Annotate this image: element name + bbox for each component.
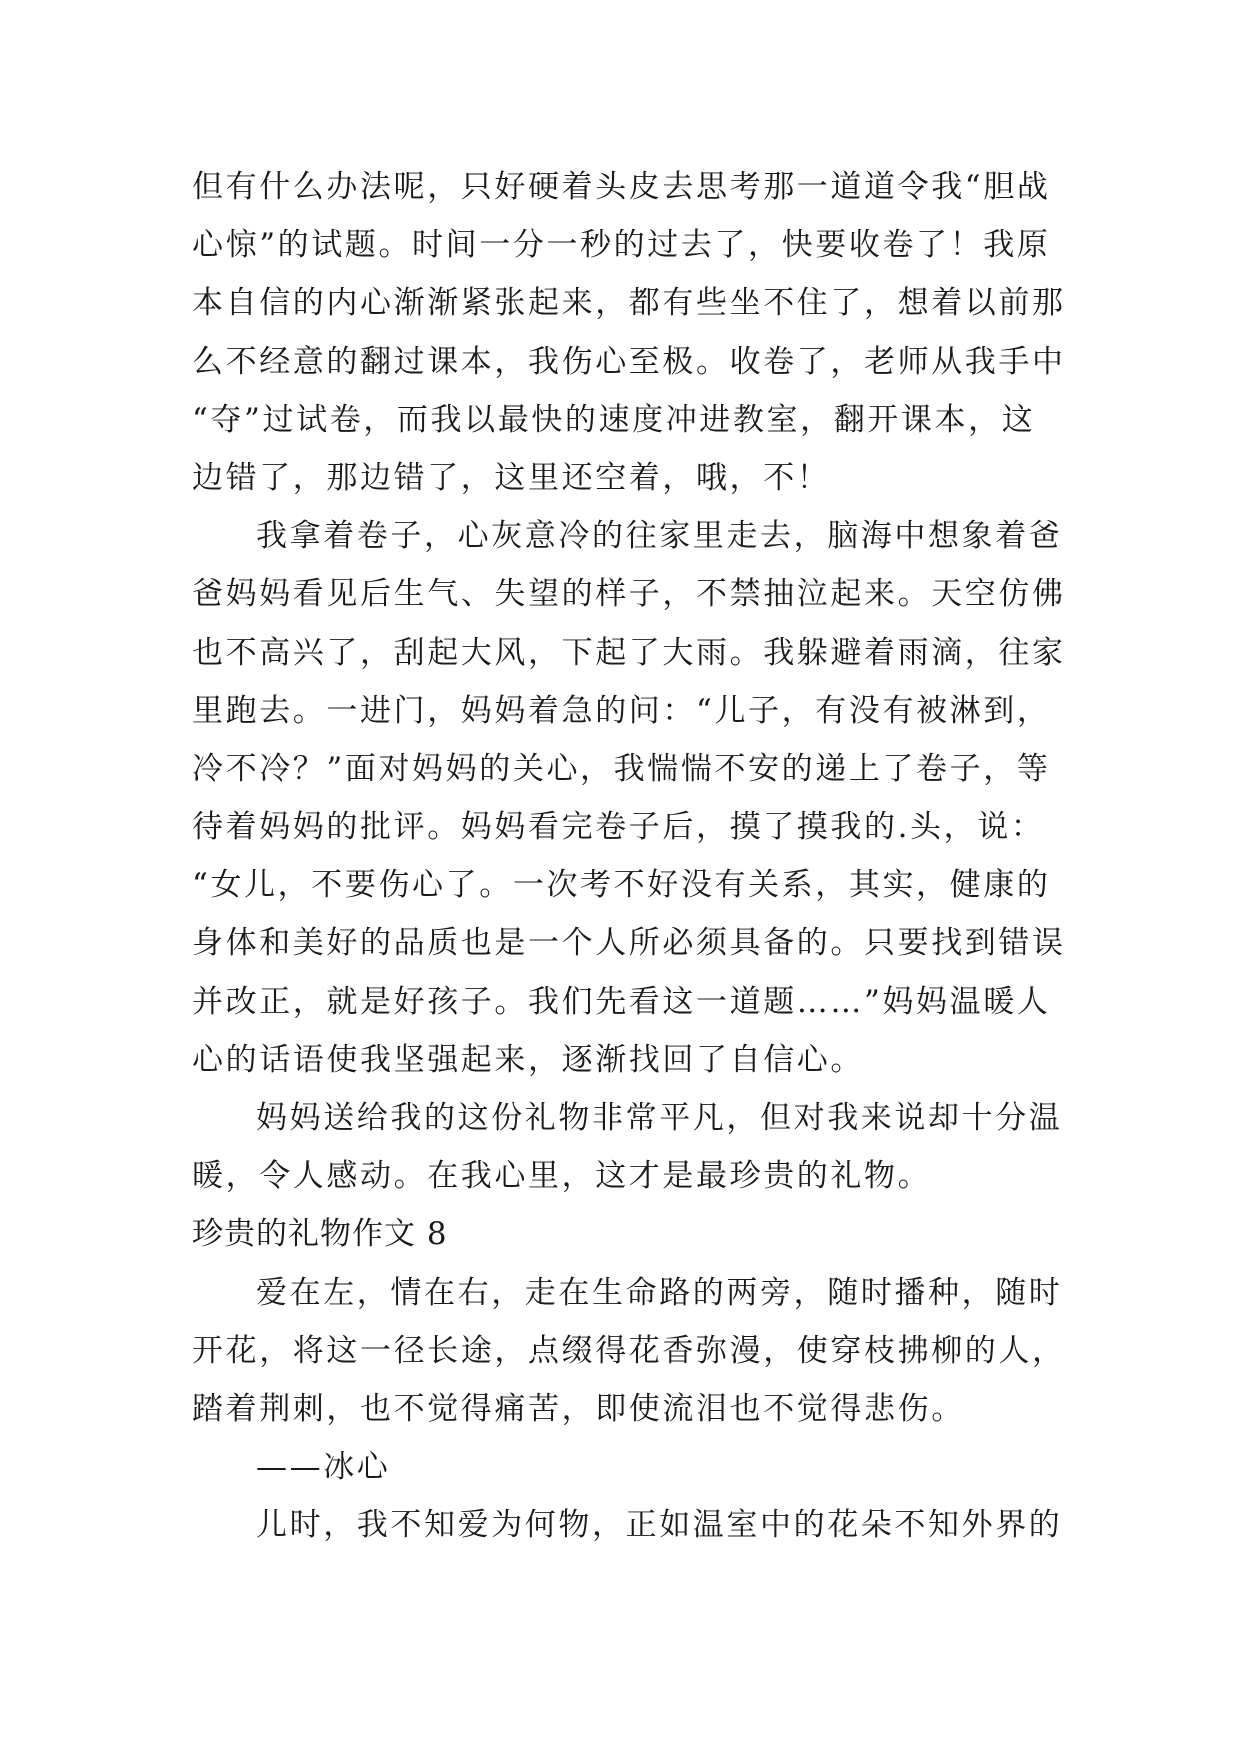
text-line: 但有什么办法呢，只好硬着头皮去思考那一道道令我“胆战 [192, 169, 1051, 205]
text-line: “女儿，不要伤心了。一次考不好没有关系，其实，健康的 [192, 867, 1051, 904]
text-line: 么不经意的翻过课本，我伤心至极。收卷了，老师从我手中 [192, 343, 1066, 380]
text-line: 边错了，那边错了，这里还空着，哦，不！ [192, 459, 831, 496]
text-line: 身体和美好的品质也是一个人所必须具备的。只要找到错误 [192, 925, 1066, 962]
text-line: 也不高兴了，刮起大风，下起了大雨。我躲避着雨滴，往家 [192, 634, 1066, 671]
text-line: 并改正，就是好孩子。我们先看这一道题……”妈妈温暖人 [192, 983, 1051, 1020]
text-line: 爸妈妈看见后生气、失望的样子，不禁抽泣起来。天空仿佛 [192, 576, 1066, 613]
paragraph-start-line: 妈妈送给我的这份礼物非常平凡，但对我来说却十分温 [256, 1100, 1063, 1136]
text-line: 心的话语使我坚强起来，逐渐找回了自信心。 [192, 1041, 864, 1078]
text-line: 里跑去。一进门，妈妈着急的问：“儿子，有没有被淋到， [192, 692, 1051, 729]
text-line: “夺”过试卷，而我以最快的速度冲进教室，翻开课本，这 [192, 401, 1036, 438]
essay-body [192, 158, 1066, 1555]
paragraph-start-line: 爱在左，情在右，走在生命路的两旁，随时播种，随时 [256, 1274, 1063, 1311]
text-line: 心惊”的试题。时间一分一秒的过去了，快要收卷了！我原 [192, 227, 1051, 264]
paragraph-start-line: 我拿着卷子，心灰意冷的往家里走去，脑海中想象着爸 [256, 518, 1063, 555]
text-line: 暖，令人感动。在我心里，这才是最珍贵的礼物。 [192, 1158, 932, 1195]
text-line: 开花，将这一径长途，点缀得花香弥漫，使穿枝拂柳的人， [192, 1332, 1066, 1369]
quote-attribution: ——冰心 [256, 1449, 391, 1486]
section-heading: 珍贵的礼物作文 8 [192, 1216, 448, 1253]
text-line: 冷不冷？”面对妈妈的关心，我惴惴不安的递上了卷子，等 [192, 750, 1051, 787]
text-line: 待着妈妈的批评。妈妈看完卷子后，摸了摸我的.头，说： [192, 809, 1045, 846]
text-line: 踏着荆刺，也不觉得痛苦，即使流泪也不觉得悲伤。 [192, 1390, 965, 1427]
text-line: 本自信的内心渐渐紧张起来，都有些坐不住了，想着以前那 [192, 285, 1066, 322]
paragraph-start-line: 儿时，我不知爱为何物，正如温室中的花朵不知外界的 [256, 1507, 1063, 1544]
